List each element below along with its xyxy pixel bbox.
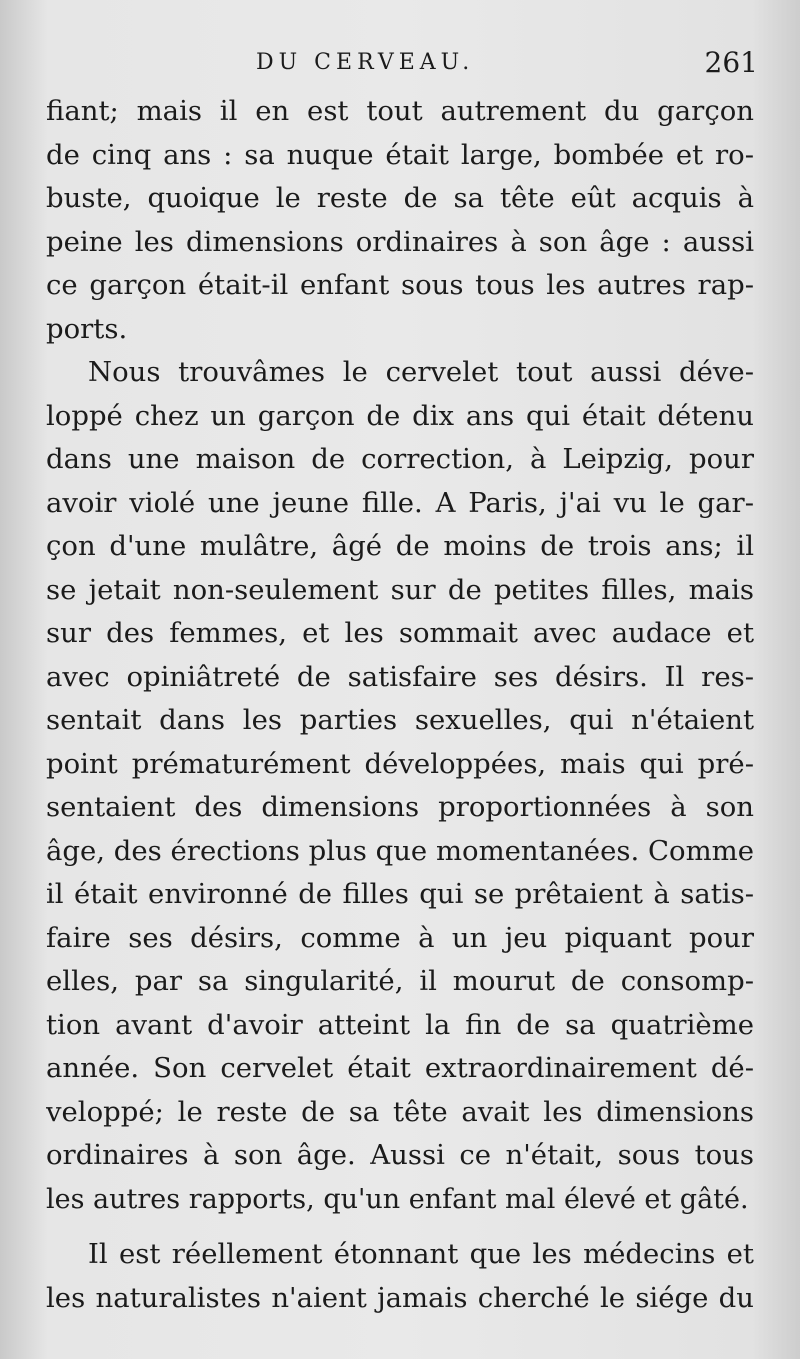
text-line: point prématurément développées, mais qui pré- [46,747,754,780]
text-line: tion avant d'avoir atteint la fin de sa quatrième [46,1008,754,1041]
text-line: avoir violé une jeune fille. A Paris, j'ai vu le gar- [46,486,754,519]
text-line: faire ses désirs, comme à un jeu piquant pour [46,921,754,954]
text-line: veloppé; le reste de sa tête avait les dimensions [46,1095,754,1128]
paragraph [46,351,754,1221]
text-line: sur des femmes, et les sommait avec audace et [46,617,754,649]
text-line: ce garçon était-il enfant sous tous les autres rap- [46,269,754,301]
text-line: ports. [46,312,128,345]
body-text [46,90,754,1320]
text-line: il était environné de filles qui se prêtaient à satis- [46,878,754,910]
text-line: fiant; mais il en est tout autrement du garçon [46,95,754,127]
text-line: les autres rapports, qu'un enfant mal élevé et gâté. [46,1183,749,1215]
paragraph [46,1233,754,1320]
running-head: DU CERVEAU. [256,50,475,75]
text-line: Il est réellement étonnant que les médecins et [88,1238,754,1270]
paragraph-gap [46,1221,754,1233]
text-line: sentaient des dimensions proportionnées à son [46,791,754,823]
page-header [46,46,758,80]
text-line: elles, par sa singularité, il mourut de consomp- [46,965,754,997]
text-line: se jetait non-seulement sur de petites filles, mais [46,573,754,606]
text-line: année. Son cervelet était extraordinairement dé- [46,1052,754,1084]
text-line: çon d'une mulâtre, âgé de moins de trois ans; il [46,530,754,562]
text-line: loppé chez un garçon de dix ans qui était détenu [46,399,754,432]
page-number: 261 [704,46,758,79]
text-line: de cinq ans : sa nuque était large, bombée et ro- [46,138,754,171]
text-line: peine les dimensions ordinaires à son âge : aussi [46,225,754,258]
text-line: buste, quoique le reste de sa tête eût acquis à [46,182,754,214]
text-line: sentait dans les parties sexuelles, qui n'étaient [46,704,754,736]
text-line: les naturalistes n'aient jamais cherché le siége du [46,1281,754,1314]
paragraph [46,90,754,351]
text-line: Nous trouvâmes le cervelet tout aussi déve- [88,356,754,388]
text-line: âge, des érections plus que momentanées. Comme [46,834,754,867]
text-line: ordinaires à son âge. Aussi ce n'était, sous tous [46,1139,754,1171]
text-line: avec opiniâtreté de satisfaire ses désirs. Il res- [46,660,754,693]
text-line: dans une maison de correction, à Leipzig, pour [46,443,754,475]
